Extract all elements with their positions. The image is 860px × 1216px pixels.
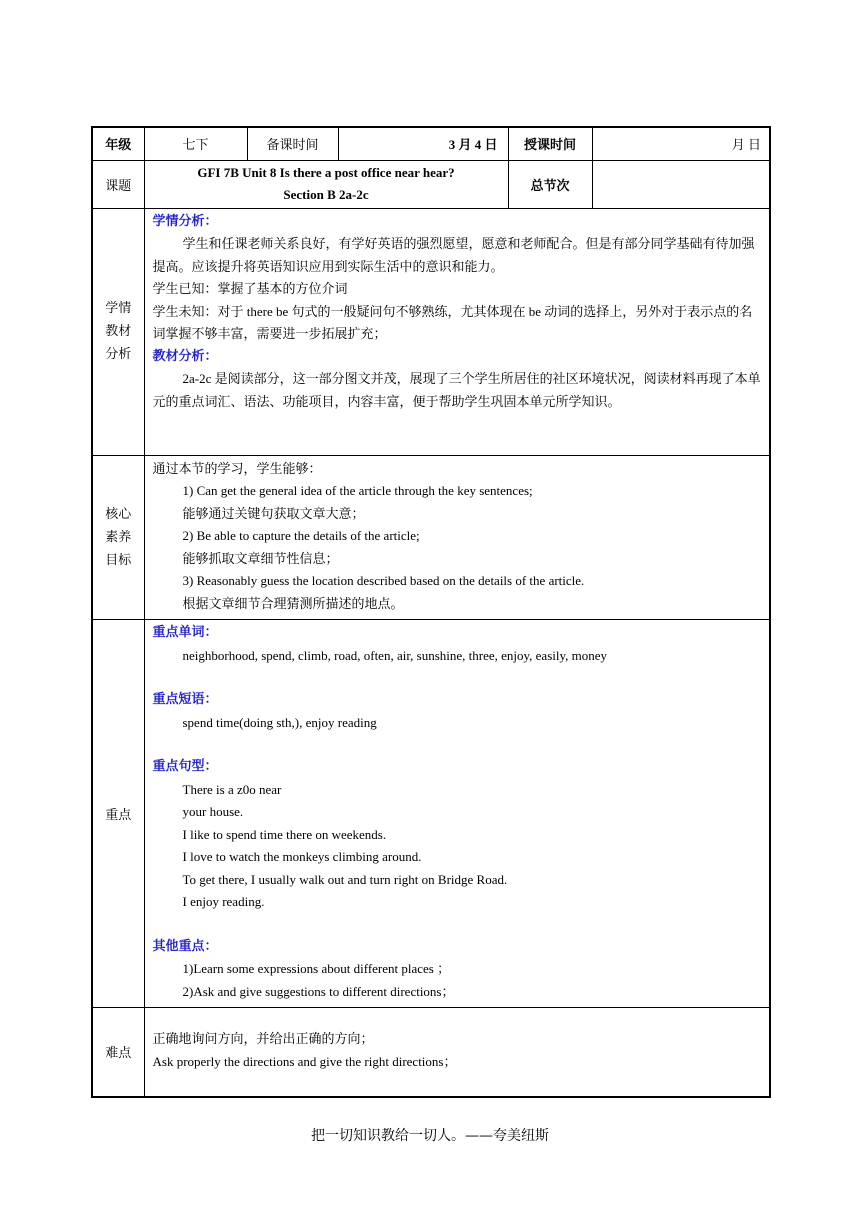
student-analysis-text: 学生和任课老师关系良好，有学好英语的强烈愿望，愿意和老师配合。但是有部分同学基础有待加强提高。应该提升将英语知识应用到实际生活中的意识和能力。: [152, 236, 755, 274]
topic-label: 课题: [92, 160, 144, 208]
key-sentence: There is a z0o near: [182, 781, 282, 797]
key-points-label: 重点: [92, 620, 144, 1008]
student-known: 学生已知：掌握了基本的方位介词: [152, 281, 348, 296]
grade-label: 年级: [92, 127, 144, 160]
prep-date: 3 月 4 日: [338, 127, 508, 160]
topic-title: [144, 160, 508, 208]
difficulty-line-en: Ask properly the directions and give the right directions；: [152, 1053, 457, 1069]
analysis-label-line: 分析: [105, 347, 132, 362]
material-analysis-heading: 教材分析：: [152, 348, 218, 364]
prep-time-label: 备课时间: [247, 127, 338, 160]
footer-quote: 把一切知识教给一切人。——夸美纽斯: [311, 1128, 549, 1144]
spacer: [153, 667, 764, 689]
student-unknown: 学生未知：对于 there be 句式的一般疑问句不够熟练，尤其体现在 be 动词的选择上，另外对于表示点的名词掌握不够丰富，需要进一步拓展扩充；: [152, 303, 753, 341]
goals-label-line: 核心: [105, 506, 132, 522]
lesson-plan-table: [91, 126, 771, 1098]
key-points-content: [144, 620, 770, 1008]
goal-item: 能够通过关键句获取文章大意；: [182, 505, 365, 521]
topic-row: [92, 160, 770, 208]
goals-intro: 通过本节的学习，学生能够：: [152, 460, 322, 476]
goal-item: 1) Can get the general idea of the article through the key sentences;: [182, 483, 533, 498]
difficulties-row: [92, 1008, 770, 1097]
goal-item: 2) Be able to capture the details of the article;: [182, 528, 420, 543]
key-sentence: your house.: [182, 804, 244, 819]
goals-content: [144, 455, 770, 620]
key-sentence: I like to spend time there on weekends.: [182, 826, 387, 842]
analysis-label-line: 教材: [105, 324, 132, 339]
difficulties-label: 难点: [92, 1008, 144, 1097]
other-point: 1)Learn some expressions about different places ；: [182, 961, 451, 976]
difficulty-line-cn: 正确地询问方向，并给出正确的方向；: [152, 1031, 374, 1047]
topic-title-line2: Section B 2a-2c: [283, 187, 369, 202]
goals-label: [92, 455, 144, 620]
key-phrases: spend time(doing sth,), enjoy reading: [182, 714, 377, 730]
goal-item: 能够抓取文章细节性信息；: [182, 550, 339, 566]
difficulties-content: [144, 1008, 770, 1097]
student-analysis-heading: 学情分析：: [152, 213, 218, 229]
goals-label-line: 目标: [105, 552, 132, 568]
lesson-plan: [91, 126, 769, 1098]
goals-label-line: 素养: [105, 529, 132, 545]
key-sentence: I love to watch the monkeys climbing around.: [182, 849, 422, 864]
key-phrases-heading: 重点短语：: [152, 692, 218, 707]
goals-row: [92, 455, 770, 620]
grade-value: 七下: [144, 127, 247, 160]
spacer: [153, 734, 764, 756]
topic-title-line1: GFI 7B Unit 8 Is there a post office near hear?: [197, 165, 455, 180]
key-sentence: To get there, I usually walk out and turn right on Bridge Road.: [182, 871, 508, 887]
header-row: [92, 127, 770, 160]
key-points-row: [92, 620, 770, 1008]
teach-time-label: 授课时间: [508, 127, 592, 160]
key-sentence: I enjoy reading.: [182, 894, 265, 909]
analysis-label: [92, 208, 144, 455]
goal-item: 3) Reasonably guess the location described based on the details of the article.: [182, 573, 585, 588]
analysis-row: [92, 208, 770, 455]
key-words-heading: 重点单词：: [152, 625, 218, 640]
analysis-label-line: 学情: [105, 301, 132, 316]
spacer: [153, 914, 764, 936]
goal-item: 根据文章细节合理猜测所描述的地点。: [182, 595, 404, 611]
other-points-heading: 其他重点：: [152, 938, 218, 954]
other-point: 2)Ask and give suggestions to different directions；: [182, 983, 455, 999]
material-analysis-text: 2a-2c 是阅读部分，这一部分图文并茂，展现了三个学生所居住的社区环境状况，阅读材料再现了本单元的重点词汇、语法、功能项目，内容丰富，便于帮助学生巩固本单元所学知识。: [152, 371, 761, 409]
teach-date: 月 日: [592, 127, 770, 160]
analysis-content: [144, 208, 770, 455]
total-sessions-value: [592, 160, 770, 208]
total-sessions-label: 总节次: [508, 160, 592, 208]
key-sentences-heading: 重点句型：: [152, 759, 218, 774]
key-words: neighborhood, spend, climb, road, often, air, sunshine, three, enjoy, easily, money: [182, 647, 608, 663]
